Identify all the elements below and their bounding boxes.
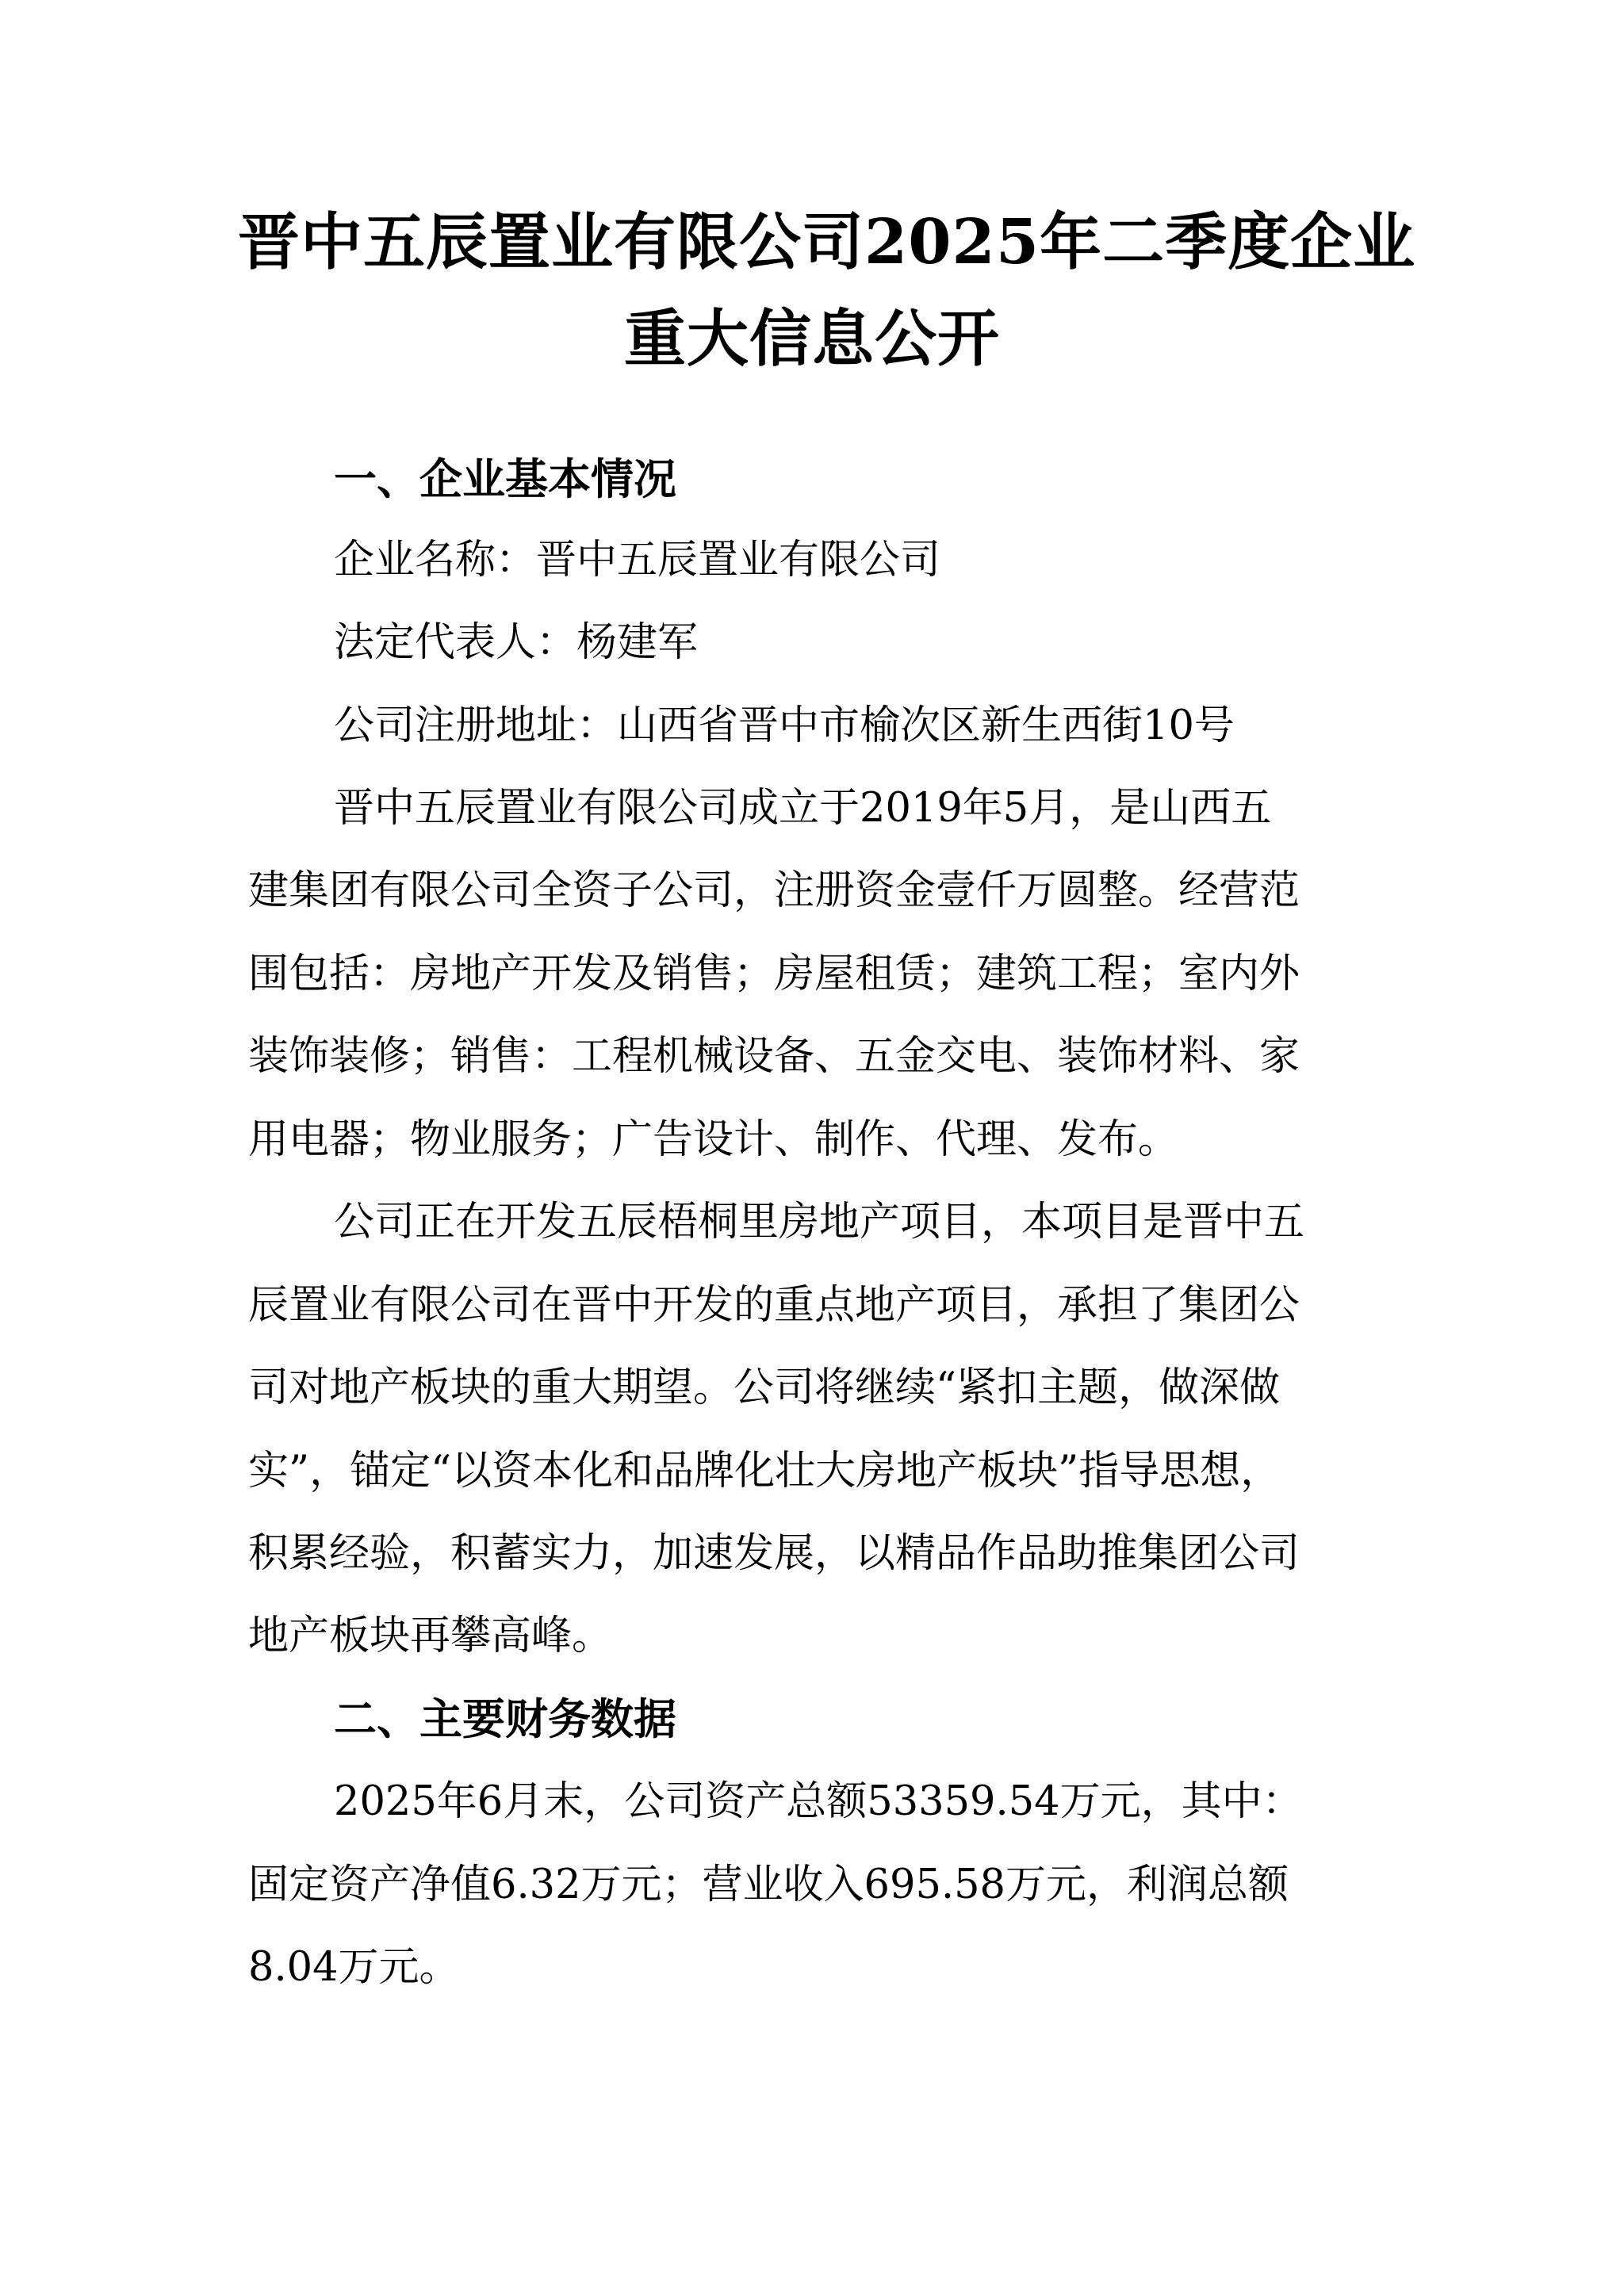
legal-representative-line: 法定代表人：杨建军 — [334, 619, 699, 666]
company-intro-line-1: 晋中五辰置业有限公司成立于2019年5月，是山西五 — [334, 785, 1272, 832]
project-para-line-6: 地产板块再攀高峰。 — [248, 1613, 613, 1659]
project-para-line-1: 公司正在开发五辰梧桐里房地产项目，本项目是晋中五 — [334, 1199, 1305, 1246]
financial-data-line-3: 8.04万元。 — [248, 1944, 460, 1991]
project-para-line-4: 实”，锚定“以资本化和品牌化壮大房地产板块”指导思想， — [248, 1448, 1281, 1494]
financial-data-line-1: 2025年6月末，公司资产总额53359.54万元，其中： — [334, 1778, 1303, 1825]
financial-data-line-2: 固定资产净值6.32万元；营业收入695.58万元，利润总额 — [248, 1862, 1289, 1908]
document-title-line-1: 晋中五辰置业有限公司2025年二季度企业 — [238, 206, 1416, 278]
project-para-line-5: 积累经验，积蓄实力，加速发展，以精品作品助推集团公司 — [248, 1530, 1300, 1577]
company-intro-line-3: 围包括：房地产开发及销售；房屋租赁；建筑工程；室内外 — [248, 951, 1300, 997]
company-intro-line-2: 建集团有限公司全资子公司，注册资金壹仟万圆整。经营范 — [248, 867, 1300, 914]
document-title-line-2: 重大信息公开 — [623, 303, 1000, 375]
project-para-line-3: 司对地产板块的重大期望。公司将继续“紧扣主题，做深做 — [248, 1364, 1281, 1411]
company-intro-line-4: 装饰装修；销售：工程机械设备、五金交电、装饰材料、家 — [248, 1033, 1300, 1080]
company-intro-line-5: 用电器；物业服务；广告设计、制作、代理、发布。 — [248, 1116, 1179, 1163]
project-para-line-2: 辰置业有限公司在晋中开发的重点地产项目，承担了集团公 — [248, 1282, 1300, 1329]
section-1-heading: 一、企业基本情况 — [334, 454, 676, 504]
registered-address-line: 公司注册地址：山西省晋中市榆次区新生西街10号 — [334, 702, 1235, 749]
company-name-line: 企业名称：晋中五辰置业有限公司 — [334, 537, 941, 584]
section-2-heading: 二、主要财务数据 — [334, 1694, 676, 1744]
